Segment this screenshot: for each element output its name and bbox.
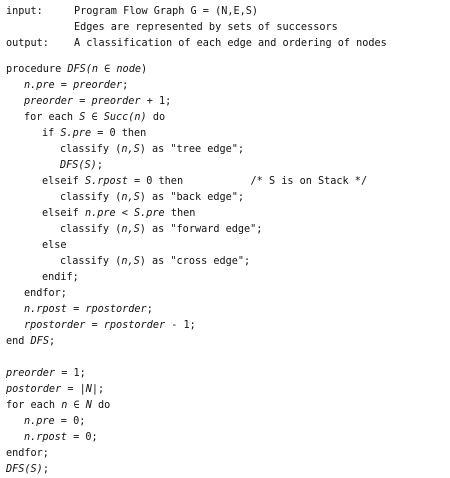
code-text: ∈ [98,64,117,75]
code-identifier: N [85,400,92,411]
code-line [6,446,49,462]
code-line [6,366,86,382]
code-text: for each [6,400,62,411]
code-text: ; [146,304,153,315]
code-text: ) as "forward edge"; [139,224,263,235]
code-text: classify ( [60,144,122,155]
code-identifier: n.pre [24,80,55,91]
code-text: classify ( [60,192,122,203]
code-line [60,158,103,174]
code-text: = 0; [66,432,98,443]
code-identifier: n [61,400,68,411]
code-text: ) as "tree edge"; [139,144,245,155]
code-line [60,254,250,270]
code-identifier: rpostorder [24,320,86,331]
code-text: = [54,80,74,91]
code-line [42,270,79,286]
code-identifier: preorder [73,80,123,91]
code-text: |; [91,384,105,395]
code-text: ; [48,336,56,347]
code-text: endif; [42,272,79,283]
code-line [6,462,49,478]
code-line [60,142,244,158]
code-text: = [66,304,86,315]
code-text: = | [61,384,86,395]
code-identifier: Succ(n) [103,112,147,123]
input-description-2: Edges are represented by sets of successors [74,22,338,33]
code-line [42,126,146,142]
code-identifier: n,S [121,256,140,267]
output-description: A classification of each edge and ordering of nodes [74,38,387,49]
code-text: = [85,320,104,331]
pseudocode-listing [6,4,450,475]
code-identifier: postorder [6,384,62,395]
output-keyword: output: [6,38,49,49]
code-identifier: n,S [121,192,140,203]
code-text: if [42,128,61,139]
code-identifier: DFS [30,336,49,347]
code-text: endfor; [24,288,67,299]
code-identifier: node [116,64,141,75]
code-text: else [42,240,67,251]
input-description: Program Flow Graph G = (N,E,S) [74,6,259,17]
code-line [24,318,196,334]
code-identifier: n.rpost [24,432,67,443]
code-line [6,62,147,78]
code-identifier: DFS(S) [60,160,97,171]
code-text: < [115,208,135,219]
code-line [6,334,55,350]
code-identifier: n.pre [24,416,55,427]
code-text: do [146,112,166,123]
code-identifier: S.pre [60,128,92,139]
code-text: = [73,96,92,107]
code-line [42,206,195,222]
code-text: elseif [42,176,85,187]
code-identifier: preorder [6,368,56,379]
code-text: = 0 then [91,128,147,139]
code-text: ∈ [85,112,104,123]
code-text: ) as "cross edge"; [139,256,251,267]
code-line [6,382,104,398]
code-text: then [164,208,196,219]
code-identifier: S [79,112,86,123]
code-text: ) [140,64,148,75]
code-line [24,286,67,302]
code-line [42,174,367,190]
code-text: endfor; [6,448,49,459]
code-identifier: preorder [24,96,74,107]
code-text: end [6,336,31,347]
code-identifier: n.rpost [24,304,67,315]
code-text: ∈ [67,400,86,411]
code-identifier: DFS(n [67,64,99,75]
code-identifier: rpostorder [103,320,166,331]
code-identifier: n.pre [84,208,116,219]
code-text: classify ( [60,256,122,267]
code-text: elseif [42,208,85,219]
code-line [24,94,171,110]
code-text: = 1; [55,368,86,379]
code-identifier: DFS(S) [6,464,43,475]
code-text: do [91,400,111,411]
code-text: ) as "back edge"; [139,192,245,203]
code-text: = 0 then /* S is on Stack */ [127,176,368,187]
code-text: ; [42,464,49,475]
code-identifier: n,S [121,224,140,235]
code-text: classify ( [60,224,122,235]
code-line [60,222,262,238]
input-keyword: input: [6,6,43,17]
code-line [24,302,153,318]
code-text: + 1; [140,96,172,107]
code-identifier: S.pre [134,208,165,219]
code-line [6,398,110,414]
code-line [42,238,67,254]
code-text: = 0; [54,416,86,427]
code-identifier: S.rpost [84,176,128,187]
code-line [24,78,128,94]
code-line [60,190,244,206]
code-text: ; [96,160,103,171]
code-identifier: rpostorder [85,304,147,315]
code-line [24,414,85,430]
code-text: for each [24,112,80,123]
code-identifier: n,S [121,144,140,155]
code-identifier: preorder [91,96,141,107]
code-line [24,430,98,446]
code-text: procedure [6,64,68,75]
code-text: - 1; [165,320,196,331]
code-line [24,110,165,126]
code-identifier: N [85,384,92,395]
code-text: ; [122,80,129,91]
